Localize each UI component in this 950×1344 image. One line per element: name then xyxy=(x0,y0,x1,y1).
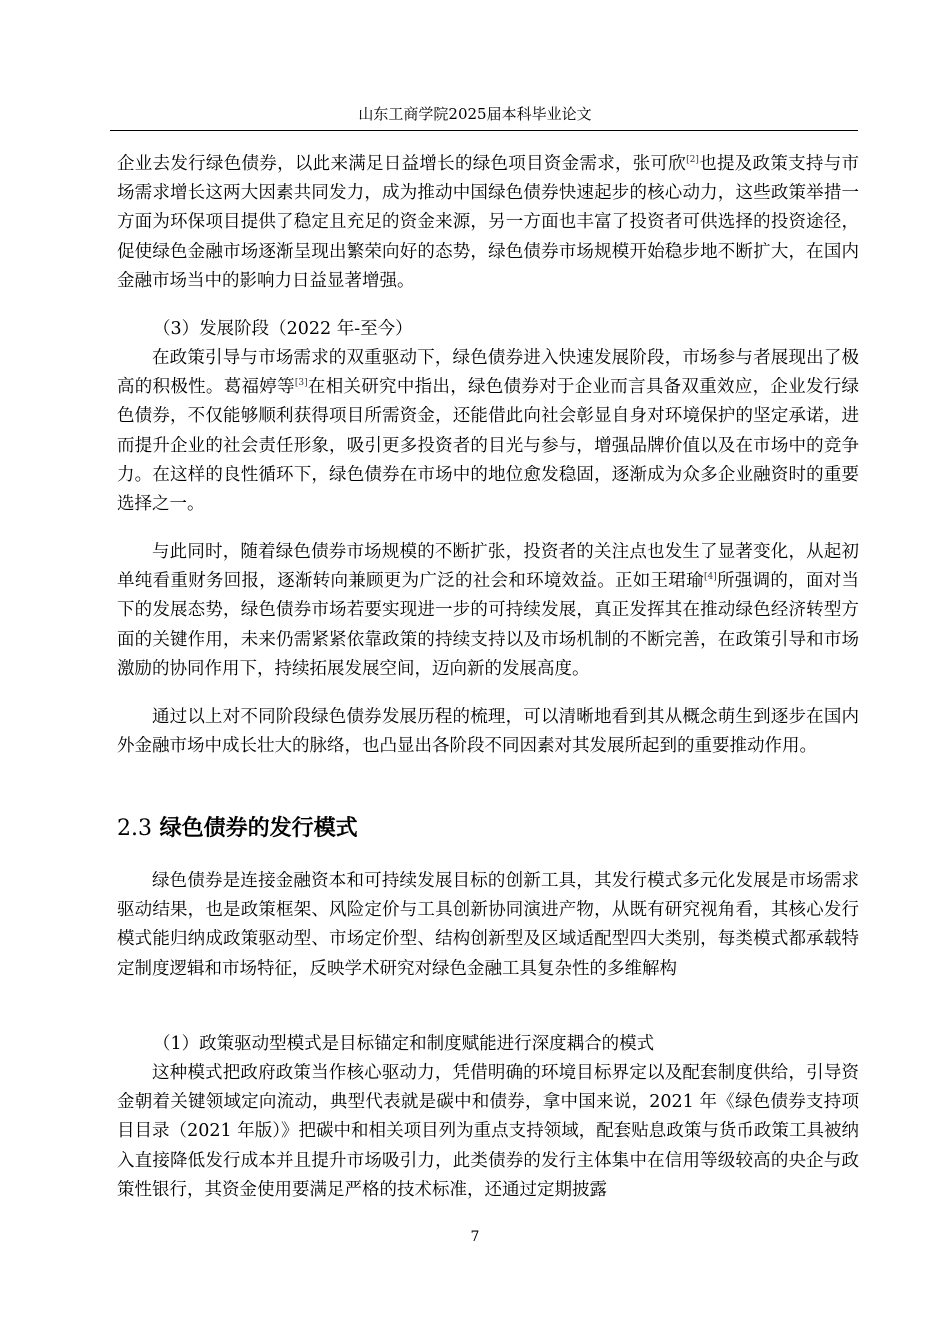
header-rule xyxy=(110,130,858,131)
paragraph-policy-market xyxy=(117,150,859,296)
paragraph-policy-driven: 这种模式把政府政策当作核心驱动力，凭借明确的环境目标界定以及配套制度供给，引导资金朝着关键领域定向流动，典型代表就是碳中和债券，拿中国来说，2021 年《绿色债券支持项目目录（2021 年版）》把碳中和相关项目列为重点支持领域，配套贴息政策与货币政策工具被纳入直接降低发行成本并且提升市场吸引力，此类债券的发行主体集中在信用等级较高的央企与政策性银行，其资金使用要满足严格的技术标准，还通过定期披露 xyxy=(117,1063,859,1200)
paragraph-summary: 通过以上对不同阶段绿色债券发展历程的梳理，可以清晰地看到其从概念萌生到逐步在国内外金融市场中成长壮大的脉络，也凸显出各阶段不同因素对其发展所起到的重要推动作用。 xyxy=(117,707,859,757)
citation-ref: [4] xyxy=(703,572,717,583)
page-number: 7 xyxy=(470,1229,480,1245)
paragraph-text: 与此同时，随着绿色债券市场规模的不断扩张，投资者的关注点也发生了显著变化，从起初单纯看重财务回报，逐渐转向兼顾更为广泛的社会和环境效益。正如王珺瑜 xyxy=(117,542,859,592)
paragraph-text: 在相关研究中指出，绿色债券对于企业而言具备双重效应，企业发行绿色债券，不仅能够顺利获得项目所需资金，还能借此向社会彰显自身对环境保护的坚定承诺，进而提升企业的社会责任形象，吸引更多投资者的目光与参与，增强品牌价值以及在市场中的竞争力。在这样的良性循环下，绿色债券在市场中的地位愈发稳固，逐渐成为众多企业融资时的重要选择之一。 xyxy=(117,377,860,515)
paragraph-rapid-development xyxy=(117,344,859,519)
citation-ref: [3] xyxy=(294,378,308,389)
paragraph-text: 也提及政策支持与市场需求增长这两大因素共同发力，成为推动中国绿色债券快速起步的核心动力，这些政策举措一方面为环保项目提供了稳定且充足的资金来源，另一方面也丰富了投资者可供选择的投资途径，促使绿色金融市场逐渐呈现出繁荣向好的态势，绿色债券市场规模开始稳步地不断扩大，在国内金融市场当中的影响力日益显著增强。 xyxy=(117,154,860,291)
section-number: 2.3 xyxy=(117,816,152,841)
paragraph-investor-focus xyxy=(117,538,859,684)
paragraph-issuance-modes: 绿色债券是连接金融资本和可持续发展目标的创新工具，其发行模式多元化发展是市场需求驱动结果，也是政策框架、风险定价与工具创新协同演进产物，从既有研究视角看，其核心发行模式能归纳成政策驱动型、市场定价型、结构创新型及区域适配型四大类别，每类模式都承载特定制度逻辑和市场特征，反映学术研究对绿色金融工具复杂性的多维解构 xyxy=(117,871,859,979)
stage-heading: （3）发展阶段（2022 年-至今） xyxy=(153,319,413,339)
running-header: 山东工商学院2025届本科毕业论文 xyxy=(358,105,592,123)
mode-heading: （1）政策驱动型模式是目标锚定和制度赋能进行深度耦合的模式 xyxy=(153,1034,655,1054)
citation-ref: [2] xyxy=(686,155,699,165)
section-title: 绿色债券的发行模式 xyxy=(159,815,358,841)
section-heading xyxy=(117,813,358,844)
paragraph-text: 所强调的，面对当下的发展态势，绿色债券市场若要实现进一步的可持续发展，真正发挥其在推动绿色经济转型方面的关键作用，未来仍需紧紧依靠政策的持续支持以及市场机制的不断完善，在政策引导和市场激励的协同作用下，持续拓展发展空间，迈向新的发展高度。 xyxy=(117,571,860,679)
paragraph-text: 在政策引导与市场需求的双重驱动下，绿色债券进入快速发展阶段，市场参与者展现出了极高的积极性。葛福婷等 xyxy=(117,348,859,398)
paragraph-text: 企业去发行绿色债券，以此来满足日益增长的绿色项目资金需求，张可欣 xyxy=(117,154,687,174)
